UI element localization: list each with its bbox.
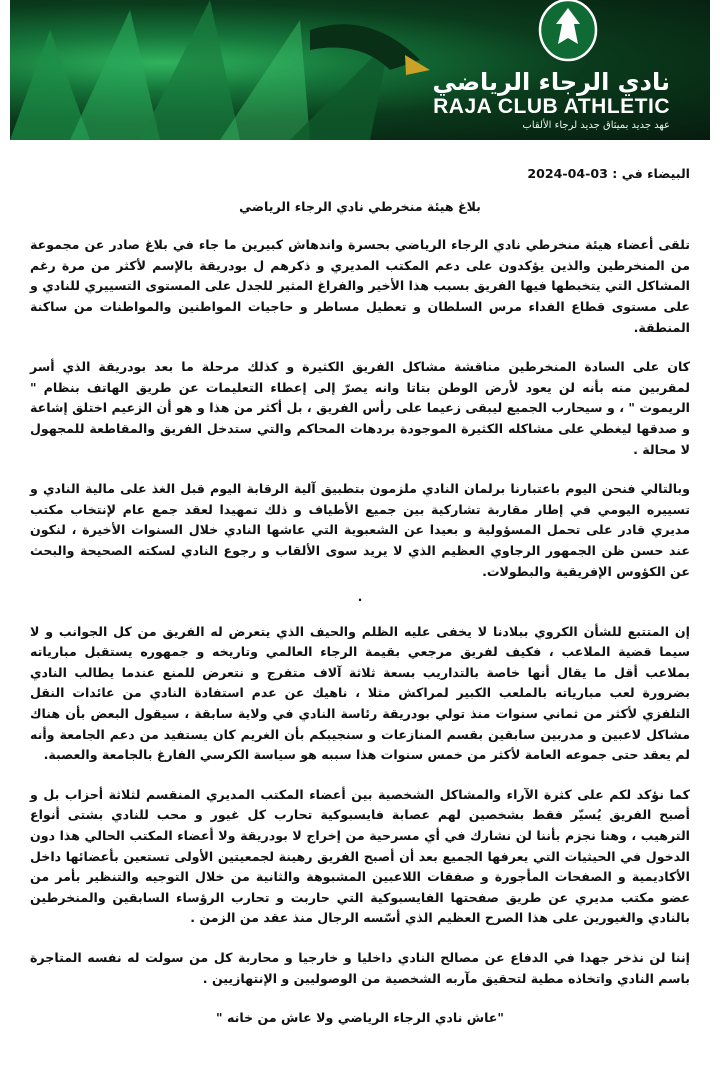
statement-title: بلاغ هيئة منخرطي نادي الرجاء الرياضي <box>239 198 481 214</box>
date-line <box>30 164 690 185</box>
closing-slogan: "عاش نادي الرجاء الرياضي ولا عاش من خانه " <box>216 1010 504 1026</box>
paragraph-3: وبالتالي فنحن اليوم باعتبارنا برلمان النادي ملزمون بتطبيق آلية الرقابة اليوم قبل الغذ على مالية النادي و تسييره اليومي في إطار مقاربة تشاركية بين جميع الأطياف و ذلك تمهيدا لعقد جمع عام لإنتخاب مكتب مديري قادر على تحمل المسؤولية و بعيدا عن الشعبوية التي عاشها النادي خلال السنوات الأخيرة ، لنكون عند حسن ظن الجمهور الرجاوي العظيم الذي لا يريد سوى الألقاب و رجوع النادي لسكته الصحيحة والبحث عن الكؤوس الإفريقية والبطولات. <box>30 481 690 579</box>
header-banner <box>10 0 710 140</box>
separator-dot: . <box>357 589 363 605</box>
date-value: 2024-04-03 <box>527 166 608 181</box>
statement-document <box>30 150 690 1029</box>
paragraph-4: إن المتتبع للشأن الكروي ببلادنا لا يخفى عليه الظلم والحيف الذي يتعرض له الفريق من كل الجوانب و لا سيما قضية الملاعب ، فكيف لفريق مرجعي بقيمة الرجاء العالمي وتاريخه و جمهوره يستقبل مبارياته بملاعب أقل ما يقال أنها خاصة بالتداريب بسعة ثلاثة آلاف متفرج و نتعرض للمنع عندما يطالب النادي بضرورة لعب مبارياته بالملعب الكبير لمراكش مثلا ، ناهيك عن عدم استفادة النادي من عائدات النقل التلفزي لأكثر من ثماني سنوات منذ تولي بودريقة رئاسة النادي في ولاية سابقة ، سيقول البعض بأن هناك مشاكل لاعبين و مدربين سابقين بقسم المنازعات و سنجيبكم بأن الغريم كان يستفيد من دعم الجامعة وأنه لم يعقد حتى جموعه العامة لأكثر من خمس سنوات هذا سببه هو سياسة الكرسي الفارغ بالجامعة والعصبة. <box>30 623 690 763</box>
paragraph-1: تلقى أعضاء هيئة منخرطي نادي الرجاء الرياضي بحسرة واندهاش كبيرين ما جاء في بلاغ صادر عن مجموعة من المنخرطين والذين يؤكدون على دعم المكتب المديري و ذكرهم ل بودريقة بالإسم لأكثر من مرة رغم المشاكل التي يتخبطها فيها الفريق بسبب هذا الأخير والفراغ المثير للجدل على المستوى التسييري للنادي و على مستوى قطاع الفداء مرس السلطان و تعطيل مساطر و حاجيات المواطنين والمواطنات من ساكنة المنطقة. <box>30 237 690 335</box>
club-name-english: RAJA CLUB ATHLETIC <box>433 95 670 118</box>
club-name-arabic: نادي الرجاء الرياضي <box>432 68 670 96</box>
eagle-crest-icon <box>508 0 628 72</box>
paragraph-2: كان على السادة المنخرطين مناقشة مشاكل الفريق الكثيرة و كذلك مرحلة ما بعد بودريقة الذي أسر لمقربين منه بأنه لن يعود لأرض الوطن بتاتا وانه يصرّ إلى إعطاء التعليمات عن طريق الهاتف بنظام " الريموت " ، و سيحارب الجميع ليبقى زعيما على رأس الفريق ، بل أكثر من هذا و هو أن الزعيم اختلق إشاعة و صدقها ليغطي على مشاكله الكثيرة الموجودة بردهات المحاكم والتي ستدخل الفريق والمقاطعة للمجهول لا محالة . <box>30 359 690 457</box>
eagle-wing-graphic <box>10 0 430 140</box>
paragraph-5: كما نؤكد لكم على كثرة الآراء والمشاكل الشخصية بين أعضاء المكتب المديري المنقسم لثلاثة أحزاب بل و أصبح الفريق يُسيّر فقط بشخصين لهم عصابة فايسبوكية تحارب كل غيور و محب للنادي بشتى أنواع الترهيب ، وهنا نجزم بأننا لن نشارك في أي مسرحية من إخراج لا بودريقة ولا أعضاء المكتب الحالي هذا دون الدخول في الحيثيات التي يعرفها الجميع بعد أن أصبح الفريق رهينة لجمعيتين الأولى تستعين بأعضائها داخل الأكاديمية و الصفحات المأجورة و صفقات اللاعبين المشبوهة والثانية من خلال التوجيه والتنظير بأمر من عضو مكتب مديري عن طريق صفحتها الفايسبوكية التي حاربت و تحارب الرؤساء السابقين والمنخرطين بالنادي والغيورين على هذا الصرح العظيم الذي أسّسه الرجال منذ عقد من الزمن . <box>30 786 690 926</box>
club-slogan: عهد جديد بميثاق جديد لرجاء الألقاب <box>522 120 670 131</box>
paragraph-6: إننا لن نذخر جهدا في الدفاع عن مصالح النادي داخليا و خارجيا و محاربة كل من سولت له نفسه المتاجرة باسم النادي واتخاذه مطية لتحقيق مآربه الشخصية من الوصوليين و الإنتهازيين . <box>30 950 690 986</box>
date-label: البيضاء في : <box>612 166 690 181</box>
